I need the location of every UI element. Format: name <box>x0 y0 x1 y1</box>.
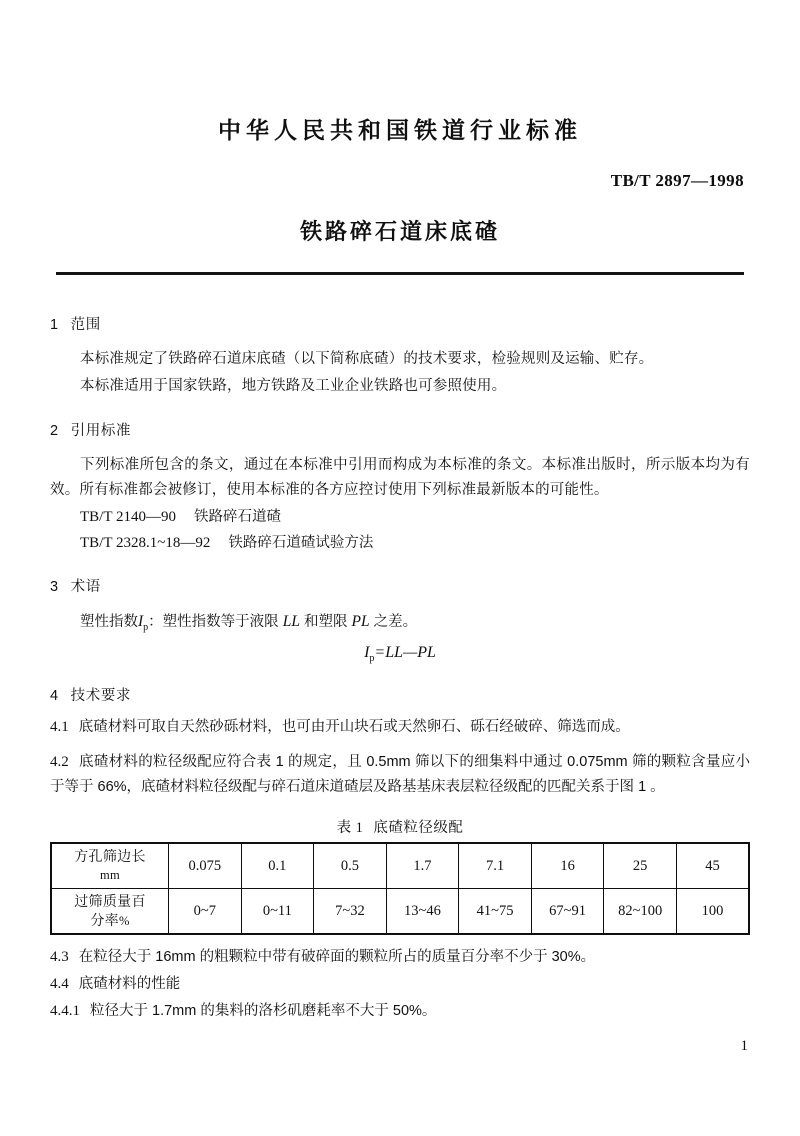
clause-heading-3 <box>50 575 750 596</box>
table-caption <box>50 816 750 837</box>
term-liquid-limit: LL <box>282 613 300 630</box>
cell-sieve-size-4: 1.7 <box>386 843 459 889</box>
row-header-pass-percent <box>51 889 169 935</box>
term-definition <box>50 609 750 640</box>
row-header-pass-percent-unit: % <box>118 913 130 928</box>
reference-standard-1 <box>50 505 750 529</box>
cell-pass-percent-3: 7~32 <box>314 889 387 935</box>
term-plastic-limit: PL <box>351 613 370 630</box>
row-header-pass-percent-label2: 分率 <box>90 911 119 928</box>
clause-item-label-4-2: 4.2 <box>50 754 69 771</box>
clause-item-label-4-4-1: 4.4.1 <box>50 1003 80 1020</box>
cell-pass-percent-7: 82~100 <box>604 889 677 935</box>
formula-right: =LL—PL <box>374 643 436 661</box>
row-header-sieve-size <box>51 843 169 889</box>
term-end: 之差。 <box>373 614 418 630</box>
clause-item-text-4-2: 底碴材料的粒径级配应符合表 1 的规定，且 0.5mm 筛以下的细集料中通过 0.075mm 筛的颗粒含量应小于等于 66%，底碴材料粒径级配与碎石道床道碴层及路基基床表层粒径级配的匹配关系于图 1 。 <box>50 754 750 796</box>
document-header <box>0 0 800 275</box>
clause-item-4-2 <box>50 750 750 800</box>
organization-title: 中华人民共和国铁道行业标准 <box>218 117 582 143</box>
term-symbol-subscript: p <box>143 621 149 633</box>
clause-title-3: 术语 <box>70 579 101 595</box>
table-row-pass-percent <box>51 889 749 935</box>
clause-item-text-4-4: 底碴材料的性能 <box>78 976 181 993</box>
term-middle: 和塑限 <box>303 614 348 630</box>
cell-pass-percent-1: 0~7 <box>169 889 242 935</box>
clause-item-4-4 <box>50 972 750 997</box>
term-body: ：塑性指数等于液限 <box>148 614 279 630</box>
formula-left: I <box>364 643 370 661</box>
cell-sieve-size-5: 7.1 <box>459 843 532 889</box>
clause-item-text-4-3: 在粒径大于 16mm 的粗颗粒中带有破碎面的颗粒所占的质量百分率不少于 30%。 <box>78 949 596 966</box>
table-caption-prefix: 表 <box>336 820 352 837</box>
clause-number-1: 1 <box>50 317 59 333</box>
clause-2-paragraph-1: 下列标准所包含的条文，通过在本标准中引用而构成为本标准的条文。本标准出版时，所示版本均为有效。所有标准都会被修订，使用本标准的各方应控讨使用下列标准最新版本的可能性。 <box>50 457 750 498</box>
clause-item-label-4-4: 4.4 <box>50 976 69 993</box>
cell-pass-percent-8: 100 <box>676 889 749 935</box>
cell-sieve-size-8: 45 <box>676 843 749 889</box>
reference-code-1: TB/T 2140—90 <box>80 509 176 525</box>
clause-1-paragraph-1: 本标准规定了铁路碎石道床底碴（以下简称底碴）的技术要求，检验规则及运输、贮存。 <box>80 351 654 367</box>
table-caption-title: 底碴粒径级配 <box>373 820 464 837</box>
clause-number-4: 4 <box>50 688 59 705</box>
clause-heading-1 <box>50 313 750 334</box>
clause-item-4-3 <box>50 945 750 970</box>
clause-item-4-1 <box>50 715 750 740</box>
document-body <box>50 275 750 1024</box>
clause-item-4-4-1 <box>50 999 750 1024</box>
cell-sieve-size-6: 16 <box>531 843 604 889</box>
term-symbol: I <box>138 613 144 630</box>
reference-standard-2 <box>50 531 750 555</box>
reference-name-1: 铁路碎石道碴 <box>193 509 281 525</box>
cell-pass-percent-6: 67~91 <box>531 889 604 935</box>
clause-heading-4 <box>50 684 750 705</box>
clause-heading-2 <box>50 419 750 440</box>
formula-left-subscript: p <box>369 653 375 665</box>
reference-name-2: 铁路碎石道碴试验方法 <box>228 535 374 551</box>
plasticity-index-formula <box>50 644 750 664</box>
cell-sieve-size-2: 0.1 <box>241 843 314 889</box>
cell-pass-percent-4: 13~46 <box>386 889 459 935</box>
clause-item-label-4-1: 4.1 <box>50 719 69 736</box>
clause-number-3: 3 <box>50 579 59 595</box>
row-header-sieve-size-label: 方孔筛边长 <box>74 848 146 865</box>
clause-item-text-4-4-1: 粒径大于 1.7mm 的集料的洛杉矶磨耗率不大于 50%。 <box>90 1003 437 1020</box>
page-number: 1 <box>740 1038 748 1054</box>
cell-pass-percent-5: 41~75 <box>459 889 532 935</box>
standard-number: TB/T 2897—1998 <box>610 171 744 190</box>
clause-title-2: 引用标准 <box>70 423 132 439</box>
row-header-sieve-size-unit: mm <box>99 868 121 883</box>
row-header-pass-percent-line1: 过筛质量百 <box>74 892 146 909</box>
cell-pass-percent-2: 0~11 <box>241 889 314 935</box>
clause-item-text-4-1: 底碴材料可取自天然砂砾材料，也可由开山块石或天然卵石、砾石经破碎、筛选而成。 <box>78 719 630 736</box>
grading-table <box>50 842 750 935</box>
page-title: 铁路碎石道床底碴 <box>299 219 500 244</box>
table-caption-number: 1 <box>355 820 364 837</box>
table-row-sieve-size <box>51 843 749 889</box>
clause-title-1: 范围 <box>70 317 101 333</box>
standard-number-row <box>0 171 800 191</box>
row-header-pass-percent-line2 <box>56 911 164 931</box>
cell-sieve-size-3: 0.5 <box>314 843 387 889</box>
reference-code-2: TB/T 2328.1~18—92 <box>80 535 211 551</box>
clause-1-paragraph-2: 本标准适用于国家铁路，地方铁路及工业企业铁路也可参照使用。 <box>80 378 507 394</box>
clause-title-4: 技术要求 <box>70 688 132 705</box>
cell-sieve-size-1: 0.075 <box>169 843 242 889</box>
cell-sieve-size-7: 25 <box>604 843 677 889</box>
clause-item-label-4-3: 4.3 <box>50 949 69 966</box>
term-prefix: 塑性指数 <box>80 614 138 630</box>
clause-number-2: 2 <box>50 423 59 439</box>
